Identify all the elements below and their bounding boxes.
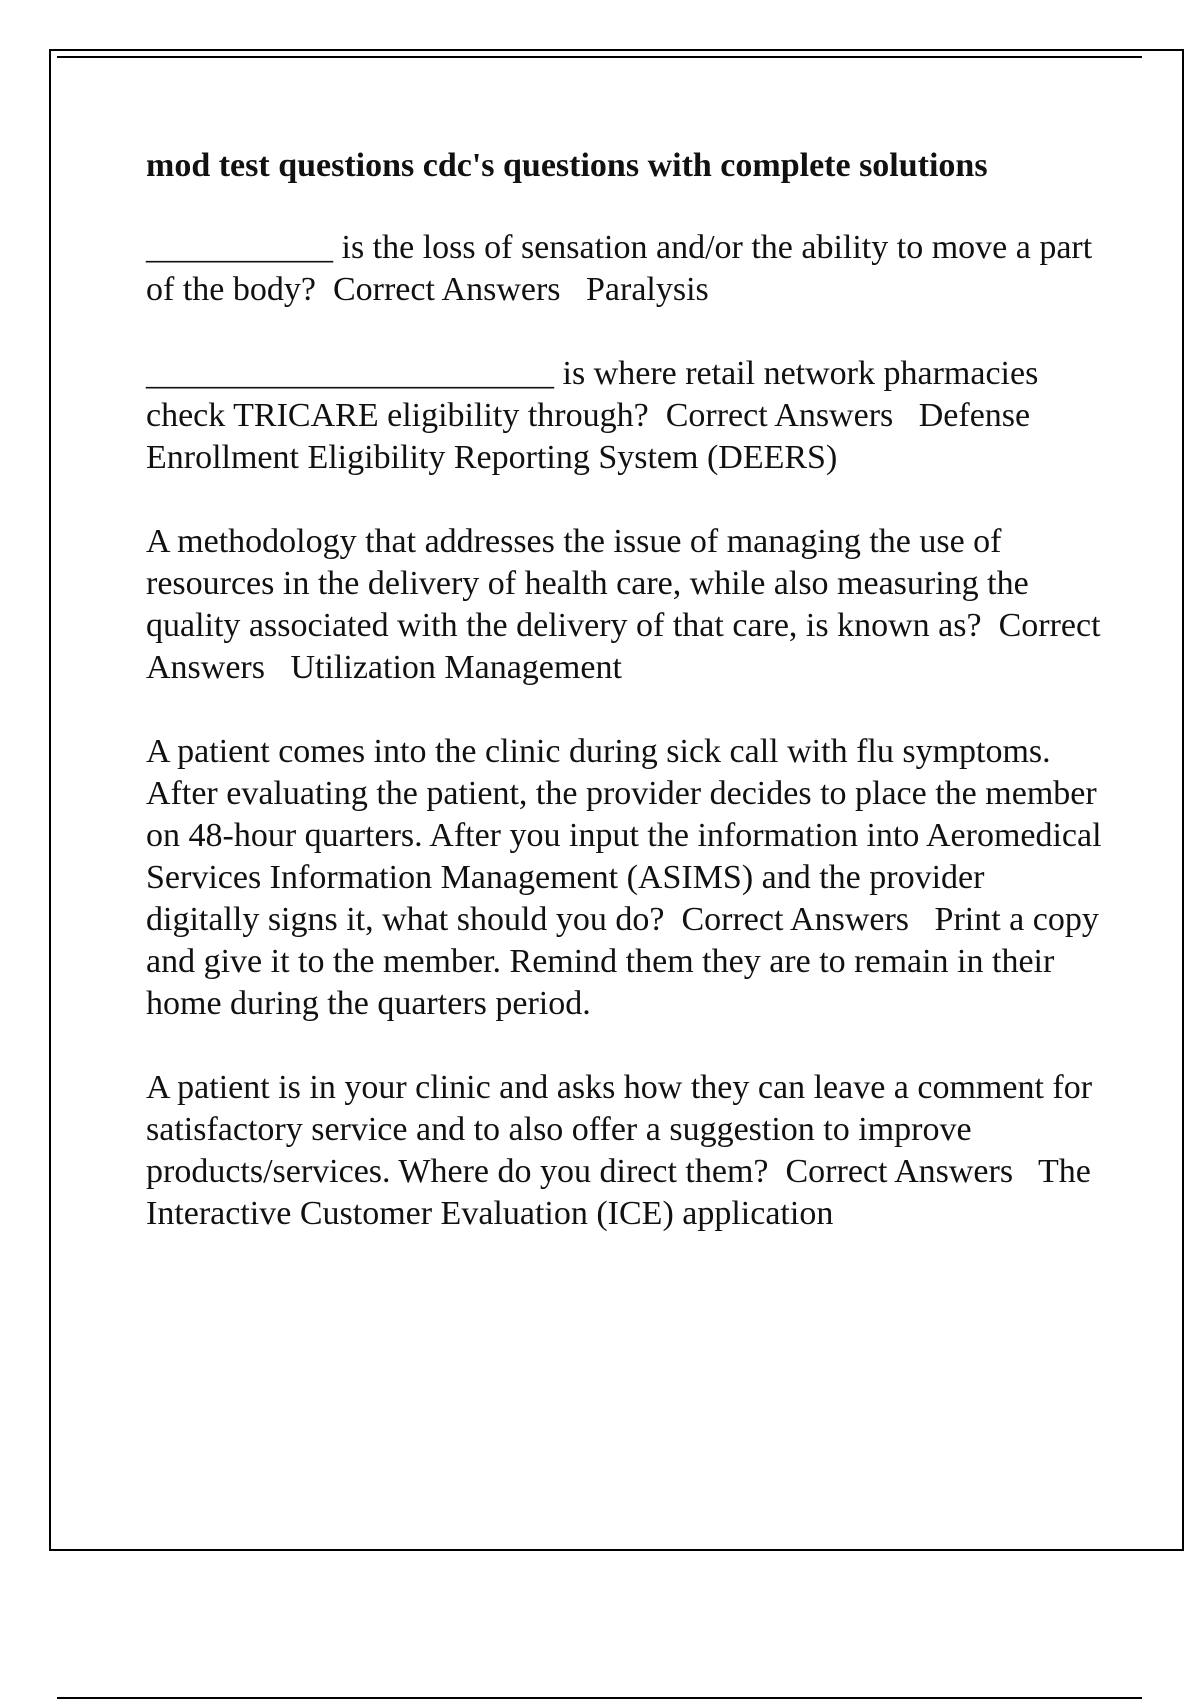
qa-item <box>146 731 1106 1025</box>
question-text: ________________________ is where retail network pharmacies check TRICARE eligibility through? <box>146 355 1039 434</box>
answer-label: Correct Answers <box>146 607 1101 686</box>
answer-text: Print a copy and give it to the member. Remind them they are to remain in their home during the quarters period. <box>146 901 1099 1022</box>
qa-item <box>146 227 1106 311</box>
document-title: mod test questions cdc's questions with complete solutions <box>146 147 988 184</box>
document-body <box>146 145 1106 1277</box>
answer-label: Correct Answers <box>665 397 894 434</box>
qa-item <box>146 521 1106 689</box>
answer-text: Paralysis <box>586 271 709 308</box>
answer-label: Correct Answers <box>785 1153 1014 1190</box>
qa-item <box>146 1067 1106 1235</box>
answer-text: Utilization Management <box>290 649 622 686</box>
answer-label: Correct Answers <box>332 271 561 308</box>
question-text: ___________ is the loss of sensation and/or the ability to move a part of the body? <box>146 229 1093 308</box>
answer-text: The Interactive Customer Evaluation (ICE) application <box>146 1153 1091 1232</box>
question-text: A methodology that addresses the issue of managing the use of resources in the delivery of health care, while also measuring the quality associated with the delivery of that care, is known as? <box>146 523 1029 644</box>
bottom-rule <box>57 1697 1142 1699</box>
question-text: A patient comes into the clinic during sick call with flu symptoms. After evaluating the patient, the provider decides to place the member on 48-hour quarters. After you input the information into Aeromedical Services Information Management (ASIMS) and the provider digitally signs it, what should you do? <box>146 733 1102 938</box>
qa-item <box>146 353 1106 479</box>
question-text: A patient is in your clinic and asks how they can leave a comment for satisfactory service and to also offer a suggestion to improve products/services. Where do you direct them? <box>146 1069 1093 1190</box>
top-rule <box>57 56 1142 58</box>
answer-label: Correct Answers <box>681 901 910 938</box>
answer-text: Defense Enrollment Eligibility Reporting System (DEERS) <box>146 397 1031 476</box>
